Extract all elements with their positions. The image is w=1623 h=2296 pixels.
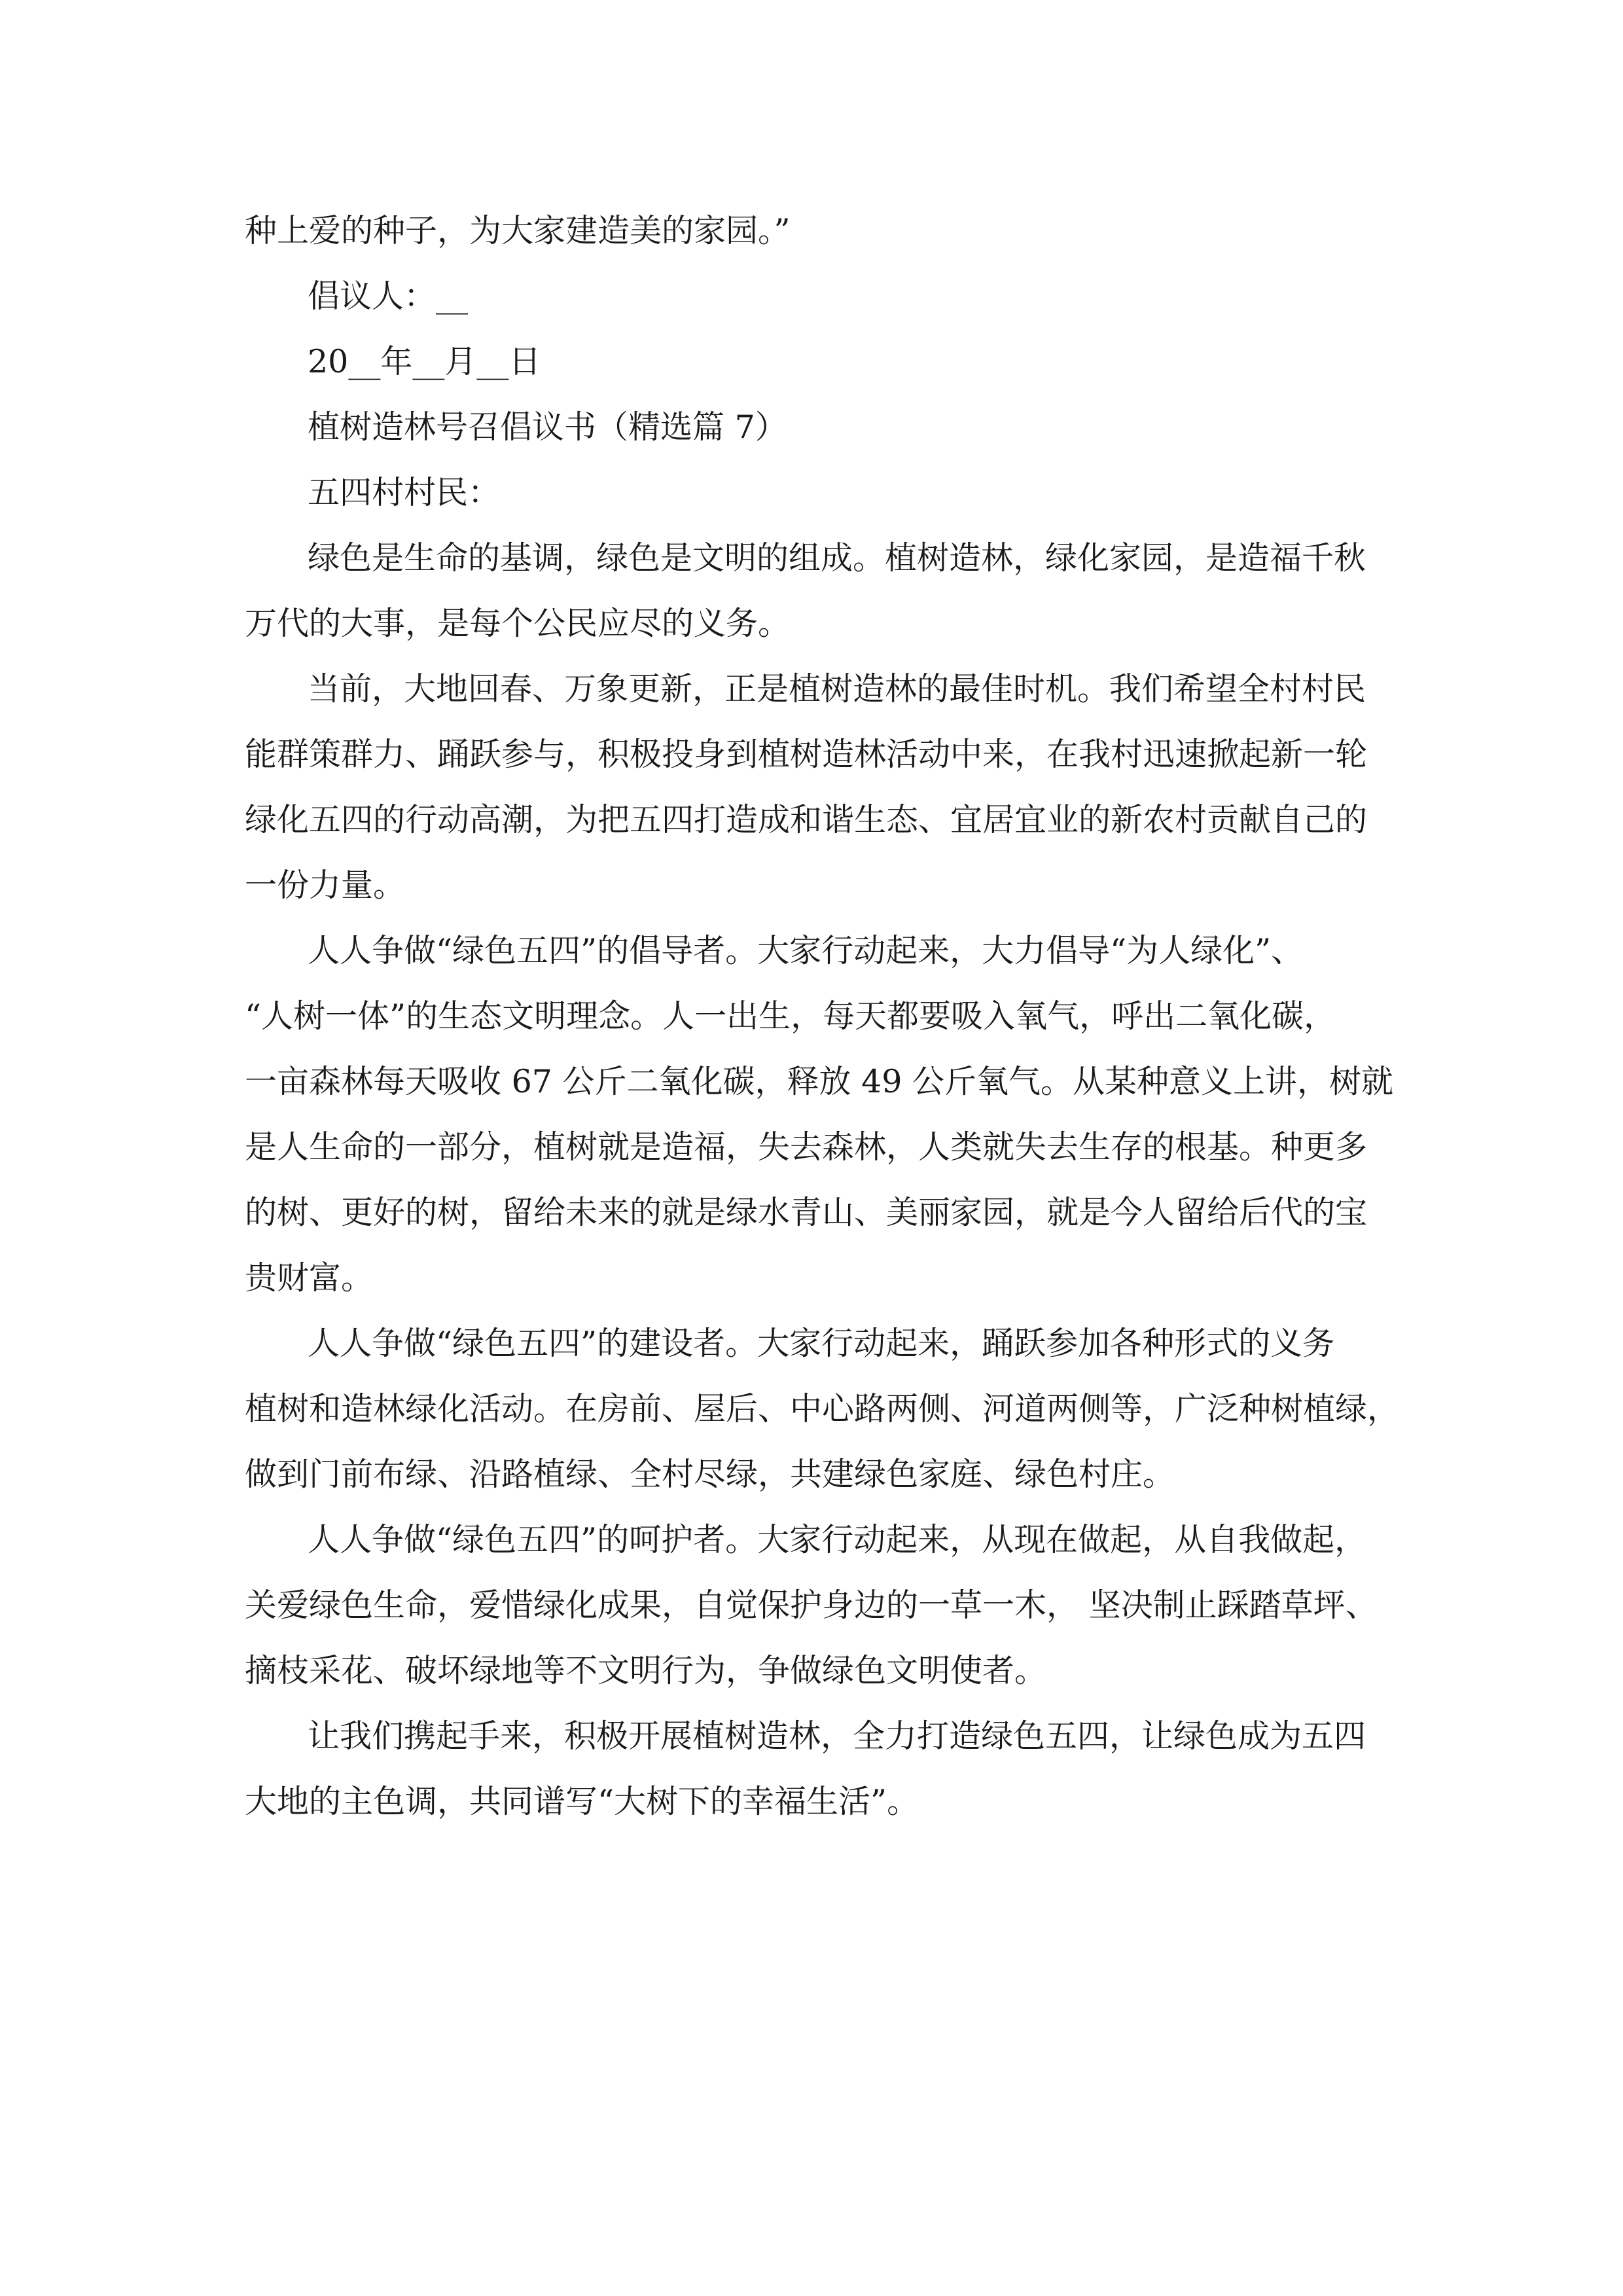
paragraph-5-line-3: 摘枝采花、破坏绿地等不文明行为，争做绿色文明使者。 bbox=[245, 1652, 1047, 1689]
salutation-line: 五四村村民： bbox=[308, 474, 501, 511]
paragraph-3-line-3: 一亩森林每天吸收 67 公斤二氧化碳，释放 49 公斤氧气。从某种意义上讲，树就 bbox=[245, 1063, 1394, 1100]
closing-quote-line: 种上爱的种子，为大家建造美的家园。” bbox=[245, 212, 791, 249]
paragraph-2-line-4: 一份力量。 bbox=[245, 867, 406, 904]
paragraph-3-line-1: 人人争做“绿色五四”的倡导者。大家行动起来，大力倡导“为人绿化”、 bbox=[308, 932, 1304, 969]
paragraph-4-line-1: 人人争做“绿色五四”的建设者。大家行动起来，踊跃参加各种形式的义务 bbox=[308, 1325, 1335, 1362]
paragraph-6-line-1: 让我们携起手来，积极开展植树造林，全力打造绿色五四，让绿色成为五四 bbox=[308, 1717, 1366, 1755]
paragraph-6-line-2: 大地的主色调，共同谱写“大树下的幸福生活”。 bbox=[245, 1783, 919, 1820]
paragraph-3-line-2: “人树一体”的生态文明理念。人一出生，每天都要吸入氧气，呼出二氧化碳， bbox=[245, 997, 1336, 1035]
paragraph-1-line-2: 万代的大事，是每个公民应尽的义务。 bbox=[245, 605, 791, 642]
paragraph-3-line-5: 的树、更好的树，留给未来的就是绿水青山、美丽家园，就是今人留给后代的宝 bbox=[245, 1194, 1368, 1231]
paragraph-4-line-2: 植树和造林绿化活动。在房前、屋后、中心路两侧、河道两侧等，广泛种树植绿， bbox=[245, 1390, 1400, 1427]
paragraph-2-line-3: 绿化五四的行动高潮，为把五四打造成和谐生态、宜居宜业的新农村贡献自己的 bbox=[245, 801, 1368, 838]
paragraph-3-line-4: 是人生命的一部分，植树就是造福，失去森林，人类就失去生存的根基。种更多 bbox=[245, 1128, 1368, 1166]
initiator-line: 倡议人：__ bbox=[308, 278, 469, 315]
section-title: 植树造林号召倡议书（精选篇 7） bbox=[308, 408, 787, 446]
paragraph-2-line-1: 当前，大地回春、万象更新，正是植树造林的最佳时机。我们希望全村村民 bbox=[308, 670, 1366, 708]
paragraph-5-line-1: 人人争做“绿色五四”的呵护者。大家行动起来，从现在做起，从自我做起， bbox=[308, 1521, 1367, 1558]
paragraph-4-line-3: 做到门前布绿、沿路植绿、全村尽绿，共建绿色家庭、绿色村庄。 bbox=[245, 1456, 1175, 1493]
paragraph-5-line-2: 关爱绿色生命，爱惜绿化成果，自觉保护身边的一草一木， 坚决制止踩踏草坪、 bbox=[245, 1587, 1378, 1624]
paragraph-2-line-2: 能群策群力、踊跃参与，积极投身到植树造林活动中来，在我村迅速掀起新一轮 bbox=[245, 736, 1368, 773]
date-line: 20__年__月__日 bbox=[308, 343, 541, 380]
paragraph-1-line-1: 绿色是生命的基调，绿色是文明的组成。植树造林，绿化家园，是造福千秋 bbox=[308, 539, 1366, 577]
paragraph-3-line-6: 贵财富。 bbox=[245, 1259, 374, 1297]
